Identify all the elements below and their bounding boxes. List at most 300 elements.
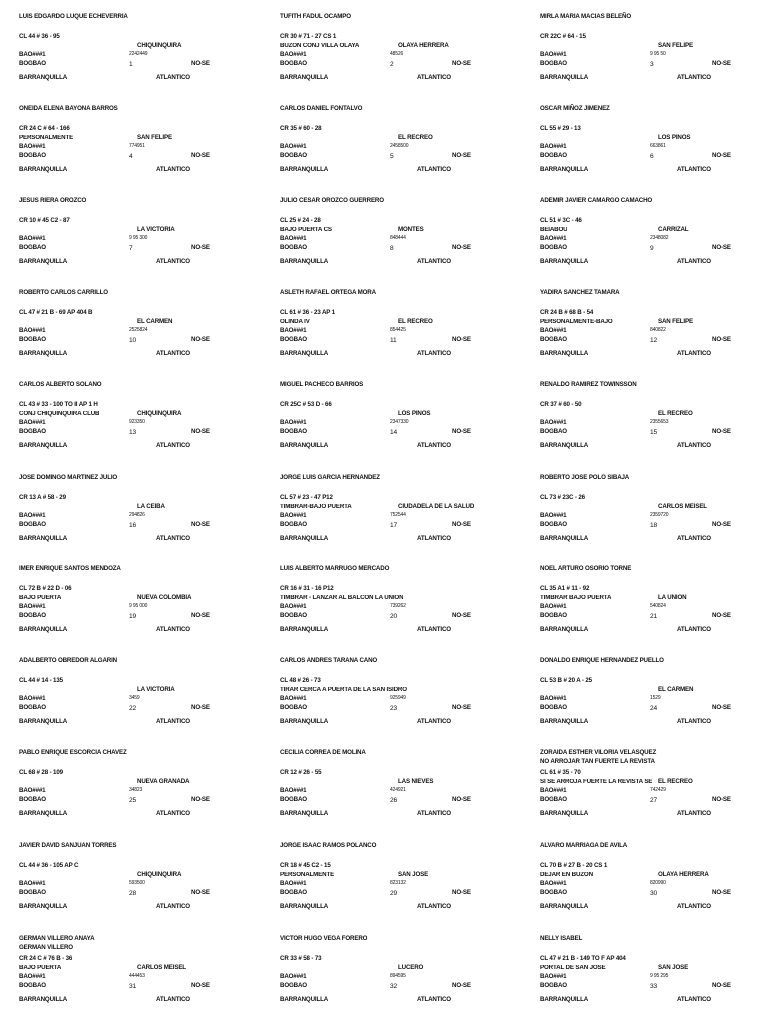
department: ATLANTICO — [677, 718, 711, 725]
ship-code: BOGBAO — [19, 336, 46, 343]
department: ATLANTICO — [677, 535, 711, 542]
nose-flag: NO-SE — [191, 152, 210, 159]
delivery-note: TIMBRAR BAJO PUERTA — [540, 595, 612, 601]
neighborhood: EL RECREO — [398, 318, 433, 325]
department: ATLANTICO — [156, 718, 190, 725]
department: ATLANTICO — [417, 350, 451, 357]
recipient-name: TUFITH FADUL OCAMPO — [280, 13, 351, 20]
recipient-name: MIRLA MARIA MACIAS BELEÑO — [540, 13, 632, 20]
neighborhood: EL RECREO — [658, 778, 693, 785]
recipient-name: JULIO CESAR OROZCO GUERRERO — [280, 197, 384, 204]
neighborhood: OLAYA HERRERA — [398, 42, 449, 49]
department: ATLANTICO — [417, 718, 451, 725]
route-code: BAO###1 — [540, 603, 567, 610]
street-address: CL 25 # 24 - 28 — [280, 217, 321, 224]
subscriber-number: 294826 — [129, 512, 145, 518]
sequence-number: 16 — [129, 522, 137, 529]
address-label — [19, 106, 259, 194]
city: BARRANQUILLA — [540, 626, 589, 633]
recipient-name: NOEL ARTURO OSORIO TORNE — [540, 565, 632, 572]
address-label — [540, 843, 768, 931]
delivery-note: OLINDA IV — [280, 319, 310, 325]
street-address: CR 33 # 58 - 73 — [280, 955, 322, 962]
neighborhood: SAN FELIPE — [658, 318, 693, 325]
route-code: BAO###1 — [280, 695, 307, 702]
route-code: BAO###1 — [540, 787, 567, 794]
department: ATLANTICO — [156, 350, 190, 357]
address-label — [280, 382, 520, 470]
nose-flag: NO-SE — [712, 796, 731, 803]
nose-flag: NO-SE — [452, 612, 471, 619]
nose-flag: NO-SE — [712, 704, 731, 711]
ship-code: BOGBAO — [540, 336, 567, 343]
address-label — [280, 936, 520, 1024]
ship-code: BOGBAO — [280, 152, 307, 159]
neighborhood: EL RECREO — [398, 134, 433, 141]
ship-code: BOGBAO — [280, 704, 307, 711]
street-address: CR 18 # 45 C2 - 15 — [280, 862, 331, 869]
subscriber-number: 820990 — [650, 880, 666, 886]
department: ATLANTICO — [417, 258, 451, 265]
city: BARRANQUILLA — [540, 442, 589, 449]
city: BARRANQUILLA — [19, 903, 68, 910]
sequence-number: 4 — [129, 153, 133, 160]
ship-code: BOGBAO — [280, 428, 307, 435]
ship-code: BOGBAO — [19, 612, 46, 619]
sequence-number: 10 — [129, 337, 137, 344]
neighborhood: LUCERO — [398, 964, 424, 971]
department: ATLANTICO — [677, 903, 711, 910]
neighborhood: NUEVA COLOMBIA — [137, 594, 192, 601]
department: ATLANTICO — [677, 442, 711, 449]
neighborhood: SAN JOSE — [658, 964, 689, 971]
neighborhood: CHIQUINQUIRA — [137, 871, 182, 878]
nose-flag: NO-SE — [452, 704, 471, 711]
street-address: CL 44 # 36 - 95 — [19, 33, 60, 40]
subscriber-number: 9 95 50 — [650, 51, 666, 57]
department: ATLANTICO — [417, 903, 451, 910]
address-label — [540, 750, 768, 838]
subscriber-number: 923350 — [129, 419, 145, 425]
city: BARRANQUILLA — [540, 166, 589, 173]
neighborhood: SAN FELIPE — [137, 134, 172, 141]
sequence-number: 17 — [390, 522, 398, 529]
nose-flag: NO-SE — [191, 521, 210, 528]
city: BARRANQUILLA — [280, 996, 329, 1003]
sequence-number: 5 — [390, 153, 394, 160]
route-code: BAO###1 — [19, 973, 46, 980]
nose-flag: NO-SE — [191, 796, 210, 803]
ship-code: BOGBAO — [540, 244, 567, 251]
city: BARRANQUILLA — [19, 166, 68, 173]
city: BARRANQUILLA — [280, 74, 329, 81]
neighborhood: CARLOS MEISEL — [658, 503, 707, 510]
sequence-number: 29 — [390, 890, 398, 897]
address-label — [540, 198, 768, 286]
subscriber-number: 739262 — [390, 603, 406, 609]
department: ATLANTICO — [677, 350, 711, 357]
route-code: BAO###1 — [280, 143, 307, 150]
address-label — [540, 382, 768, 470]
city: BARRANQUILLA — [19, 810, 68, 817]
delivery-note: BAJO PUERTA — [19, 965, 62, 971]
city: BARRANQUILLA — [280, 903, 329, 910]
subscriber-number: 2525824 — [129, 327, 148, 333]
city: BARRANQUILLA — [280, 626, 329, 633]
city: BARRANQUILLA — [540, 718, 589, 725]
department: ATLANTICO — [417, 626, 451, 633]
address-label — [280, 566, 520, 654]
street-address: CL 48 # 26 - 73 — [280, 677, 321, 684]
subscriber-number: 774951 — [129, 143, 145, 149]
sequence-number: 12 — [650, 337, 658, 344]
nose-flag: NO-SE — [191, 428, 210, 435]
route-code: BAO###1 — [19, 235, 46, 242]
neighborhood: LA VICTORIA — [137, 226, 175, 233]
subscriber-number: 925949 — [390, 695, 406, 701]
subscriber-number: 2458500 — [390, 143, 409, 149]
department: ATLANTICO — [156, 535, 190, 542]
subscriber-number: 9 95 295 — [650, 973, 669, 979]
recipient-name: DONALDO ENRIQUE HERNANDEZ PUELLO — [540, 657, 664, 664]
nose-flag: NO-SE — [452, 152, 471, 159]
city: BARRANQUILLA — [280, 810, 329, 817]
route-code: BAO###1 — [280, 327, 307, 334]
neighborhood: LA UNION — [658, 594, 687, 601]
recipient-name: RENALDO RAMIREZ TOWINSSON — [540, 381, 637, 388]
sequence-number: 20 — [390, 613, 398, 620]
department: ATLANTICO — [156, 810, 190, 817]
nose-flag: NO-SE — [191, 982, 210, 989]
ship-code: BOGBAO — [19, 244, 46, 251]
address-label — [540, 290, 768, 378]
recipient-name: ADEMIR JAVIER CAMARGO CAMACHO — [540, 197, 653, 204]
sequence-number: 28 — [129, 890, 137, 897]
street-address: CL 70 B # 27 B - 20 CS 1 — [540, 862, 608, 869]
subscriber-number: 742429 — [650, 787, 666, 793]
route-code: BAO###1 — [19, 880, 46, 887]
recipient-name: MIGUEL PACHECO BARRIOS — [280, 381, 364, 388]
recipient-name: IMER ENRIQUE SANTOS MENDOZA — [19, 565, 121, 572]
recipient-name: OSCAR MIÑOZ JIMENEZ — [540, 105, 610, 112]
ship-code: BOGBAO — [540, 704, 567, 711]
route-code: BAO###1 — [19, 51, 46, 58]
recipient-name-secondary: GERMAN VILLERO — [19, 944, 73, 951]
nose-flag: NO-SE — [452, 244, 471, 251]
nose-flag: NO-SE — [712, 521, 731, 528]
sequence-number: 11 — [390, 337, 397, 344]
neighborhood: OLAYA HERRERA — [658, 871, 709, 878]
delivery-note: DEJAR EN BUZON — [540, 872, 593, 878]
neighborhood: LA CEIBA — [137, 503, 165, 510]
subscriber-number: 2348082 — [650, 235, 669, 241]
ship-code: BOGBAO — [280, 521, 307, 528]
subscriber-number: 2355653 — [650, 419, 669, 425]
ship-code: BOGBAO — [19, 889, 46, 896]
route-code: BAO###1 — [280, 419, 307, 426]
sequence-number: 7 — [129, 245, 133, 252]
sequence-number: 32 — [390, 983, 398, 990]
city: BARRANQUILLA — [540, 258, 589, 265]
ship-code: BOGBAO — [19, 60, 46, 67]
recipient-name: ONEIDA ELENA BAYONA BARROS — [19, 105, 118, 112]
recipient-name: ROBERTO JOSE POLO SIBAJA — [540, 474, 630, 481]
ship-code: BOGBAO — [540, 428, 567, 435]
department: ATLANTICO — [677, 626, 711, 633]
city: BARRANQUILLA — [19, 442, 68, 449]
nose-flag: NO-SE — [712, 428, 731, 435]
route-code: BAO###1 — [19, 603, 46, 610]
street-address: CL 72 B # 22 D - 06 — [19, 585, 72, 592]
department: ATLANTICO — [417, 74, 451, 81]
nose-flag: NO-SE — [712, 244, 731, 251]
subscriber-number: 2242449 — [129, 51, 148, 57]
address-label — [280, 106, 520, 194]
ship-code: BOGBAO — [280, 336, 307, 343]
ship-code: BOGBAO — [540, 152, 567, 159]
address-label — [19, 566, 259, 654]
delivery-note: BAJO PUERTA CS — [280, 227, 332, 233]
recipient-name: JORGE LUIS GARCIA HERNANDEZ — [280, 474, 380, 481]
neighborhood: EL RECREO — [658, 410, 693, 417]
subscriber-number: 48526 — [390, 51, 404, 57]
department: ATLANTICO — [417, 442, 451, 449]
city: BARRANQUILLA — [280, 718, 329, 725]
neighborhood: LAS NIEVES — [398, 778, 434, 785]
street-address: CR 10 # 45 C2 - 87 — [19, 217, 70, 224]
nose-flag: NO-SE — [191, 889, 210, 896]
recipient-name: JORGE ISAAC RAMOS POLANCO — [280, 842, 377, 849]
delivery-note: TIRAR CERCA A PUERTA DE LA SAN ISIDRO — [280, 687, 407, 693]
street-address: CL 44 # 14 - 135 — [19, 677, 63, 684]
sequence-number: 19 — [129, 613, 137, 620]
recipient-name: ASLETH RAFAEL ORTEGA MORA — [280, 289, 376, 296]
city: BARRANQUILLA — [280, 258, 329, 265]
sequence-number: 8 — [390, 245, 394, 252]
sequence-number: 22 — [129, 705, 137, 712]
department: ATLANTICO — [156, 166, 190, 173]
street-address: CL 43 # 33 - 100 TO II AP 1 H — [19, 401, 98, 408]
subscriber-number: 444453 — [129, 973, 145, 979]
ship-code: BOGBAO — [19, 704, 46, 711]
sequence-number: 27 — [650, 797, 658, 804]
sequence-number: 30 — [650, 890, 658, 897]
street-address: CL 68 # 28 - 109 — [19, 769, 63, 776]
nose-flag: NO-SE — [452, 60, 471, 67]
nose-flag: NO-SE — [712, 336, 731, 343]
subscriber-number: 3459 — [129, 695, 140, 701]
route-code: BAO###1 — [540, 51, 567, 58]
street-address: CR 25C # 53 D - 66 — [280, 401, 332, 408]
route-code: BAO###1 — [280, 787, 307, 794]
ship-code: BOGBAO — [280, 244, 307, 251]
subscriber-number: 2359720 — [650, 512, 669, 518]
route-code: BAO###1 — [540, 695, 567, 702]
sequence-number: 9 — [650, 245, 654, 252]
address-label — [19, 843, 259, 931]
recipient-name: CARLOS DANIEL FONTALVO — [280, 105, 363, 112]
ship-code: BOGBAO — [280, 796, 307, 803]
recipient-name: JOSE DOMINGO MARTINEZ JULIO — [19, 474, 118, 481]
subscriber-number: 840822 — [650, 327, 666, 333]
city: BARRANQUILLA — [280, 166, 329, 173]
recipient-name: NELLY ISABEL — [540, 935, 583, 942]
ship-code: BOGBAO — [19, 521, 46, 528]
street-address: CR 35 # 60 - 28 — [280, 125, 322, 132]
city: BARRANQUILLA — [280, 535, 329, 542]
sequence-number: 6 — [650, 153, 654, 160]
neighborhood: LOS PINOS — [658, 134, 691, 141]
recipient-name: YADIRA SANCHEZ TAMARA — [540, 289, 620, 296]
nose-flag: NO-SE — [191, 336, 210, 343]
address-label — [19, 382, 259, 470]
sequence-number: 33 — [650, 983, 658, 990]
sequence-number: 18 — [650, 522, 658, 529]
ship-code: BOGBAO — [19, 982, 46, 989]
subscriber-number: 34823 — [129, 787, 143, 793]
street-address: CR 22C # 64 - 15 — [540, 33, 586, 40]
street-address: CR 13 A # 58 - 29 — [19, 494, 66, 501]
ship-code: BOGBAO — [540, 60, 567, 67]
sequence-number: 31 — [129, 983, 137, 990]
nose-flag: NO-SE — [191, 244, 210, 251]
neighborhood: SAN JOSE — [398, 871, 429, 878]
sequence-number: 13 — [129, 429, 137, 436]
neighborhood: MONTES — [398, 226, 424, 233]
delivery-note: TIMBRAR - LANZAR AL BALCON LA UNION — [280, 595, 404, 601]
department: ATLANTICO — [156, 626, 190, 633]
subscriber-number: 2347330 — [390, 419, 409, 425]
delivery-note: PORTAL DE SAN JOSE — [540, 965, 606, 971]
route-code: BAO###1 — [19, 695, 46, 702]
ship-code: BOGBAO — [19, 428, 46, 435]
subscriber-number: 848444 — [390, 235, 406, 241]
subscriber-number: 9 95 300 — [129, 235, 148, 241]
nose-flag: NO-SE — [452, 336, 471, 343]
department: ATLANTICO — [677, 996, 711, 1003]
sequence-number: 24 — [650, 705, 658, 712]
sequence-number: 26 — [390, 797, 398, 804]
subscriber-number: 894595 — [390, 973, 406, 979]
recipient-name: JAVIER DAVID SANJUAN TORRES — [19, 842, 117, 849]
address-label — [540, 936, 768, 1024]
subscriber-number: 424921 — [390, 787, 406, 793]
address-label — [19, 198, 259, 286]
sequence-number: 2 — [390, 61, 394, 68]
route-code: BAO###1 — [19, 143, 46, 150]
route-code: BAO###1 — [540, 143, 567, 150]
nose-flag: NO-SE — [452, 428, 471, 435]
sequence-number: 15 — [650, 429, 658, 436]
delivery-note: BUZON CONJ VILLA OLAYA — [280, 43, 360, 49]
street-address: CL 61 # 36 - 23 AP 1 — [280, 309, 336, 316]
street-address: CR 24 C # 64 - 166 — [19, 125, 70, 132]
ship-code: BOGBAO — [540, 796, 567, 803]
recipient-name: CECILIA CORREA DE MOLINA — [280, 749, 366, 756]
recipient-name: VICTOR HUGO VEGA FORERO — [280, 935, 368, 942]
city: BARRANQUILLA — [540, 74, 589, 81]
street-address: CL 47 # 21 B - 69 AP 404 B — [19, 309, 93, 316]
city: BARRANQUILLA — [540, 996, 589, 1003]
nose-flag: NO-SE — [712, 60, 731, 67]
city: BARRANQUILLA — [540, 535, 589, 542]
subscriber-number: 540824 — [650, 603, 666, 609]
sequence-number: 3 — [650, 61, 654, 68]
address-label — [540, 566, 768, 654]
address-label — [19, 290, 259, 378]
ship-code: BOGBAO — [280, 612, 307, 619]
neighborhood: CHIQUINQUIRA — [137, 410, 182, 417]
subscriber-number: 9 95 000 — [129, 603, 148, 609]
address-label — [280, 290, 520, 378]
neighborhood: LA VICTORIA — [137, 686, 175, 693]
sequence-number: 25 — [129, 797, 137, 804]
city: BARRANQUILLA — [540, 810, 589, 817]
sequence-number: 1 — [129, 61, 133, 68]
recipient-name: CARLOS ANDRES TARANA CANO — [280, 657, 378, 664]
address-label — [280, 658, 520, 746]
address-label — [280, 198, 520, 286]
address-label — [540, 14, 768, 102]
ship-code: BOGBAO — [280, 60, 307, 67]
city: BARRANQUILLA — [19, 996, 68, 1003]
department: ATLANTICO — [156, 996, 190, 1003]
ship-code: BOGBAO — [540, 982, 567, 989]
address-label — [540, 475, 768, 563]
recipient-name: LUIS EDGARDO LUQUE ECHEVERRIA — [19, 13, 128, 20]
route-code: BAO###1 — [19, 419, 46, 426]
street-address: CL 51 # 3C - 46 — [540, 217, 582, 224]
street-address: CL 55 # 29 - 13 — [540, 125, 581, 132]
city: BARRANQUILLA — [19, 535, 68, 542]
nose-flag: NO-SE — [712, 612, 731, 619]
nose-flag: NO-SE — [712, 152, 731, 159]
route-code: BAO###1 — [19, 327, 46, 334]
street-address: CL 57 # 23 - 47 P12 — [280, 494, 333, 501]
nose-flag: NO-SE — [452, 982, 471, 989]
department: ATLANTICO — [156, 74, 190, 81]
recipient-name: ALVARO MARRIAGA DE AVILA — [540, 842, 628, 849]
delivery-note: SI SE ARROJA FUERTE LA REVISTA SE — [540, 779, 653, 785]
delivery-note: BAJO PUERTA — [19, 595, 62, 601]
neighborhood: CHIQUINQUIRA — [137, 42, 182, 49]
neighborhood: SAN FELIPE — [658, 42, 693, 49]
route-code: BAO###1 — [540, 973, 567, 980]
department: ATLANTICO — [156, 442, 190, 449]
street-address: CL 73 # 23C - 26 — [540, 494, 585, 501]
neighborhood: NUEVA GRANADA — [137, 778, 190, 785]
delivery-note: TIMBRAR-BAJO PUERTA — [280, 504, 352, 510]
ship-code: BOGBAO — [19, 152, 46, 159]
nose-flag: NO-SE — [191, 704, 210, 711]
recipient-name: GERMAN VILLERO ANAYA — [19, 935, 95, 942]
street-address: CR 24 B # 68 B - 54 — [540, 309, 594, 316]
neighborhood: EL CARMEN — [137, 318, 173, 325]
subscriber-number: 663861 — [650, 143, 666, 149]
route-code: BAO###1 — [280, 512, 307, 519]
recipient-name: ADALBERTO OBREDOR ALGARIN — [19, 657, 117, 664]
route-code: BAO###1 — [540, 880, 567, 887]
ship-code: BOGBAO — [540, 889, 567, 896]
sequence-number: 23 — [390, 705, 398, 712]
route-code: BAO###1 — [280, 973, 307, 980]
ship-code: BOGBAO — [280, 982, 307, 989]
address-label — [540, 658, 768, 746]
delivery-note: PERSONALMENTE — [280, 872, 335, 878]
route-code: BAO###1 — [19, 512, 46, 519]
street-address: CL 61 # 35 - 70 — [540, 769, 581, 776]
nose-flag: NO-SE — [452, 796, 471, 803]
